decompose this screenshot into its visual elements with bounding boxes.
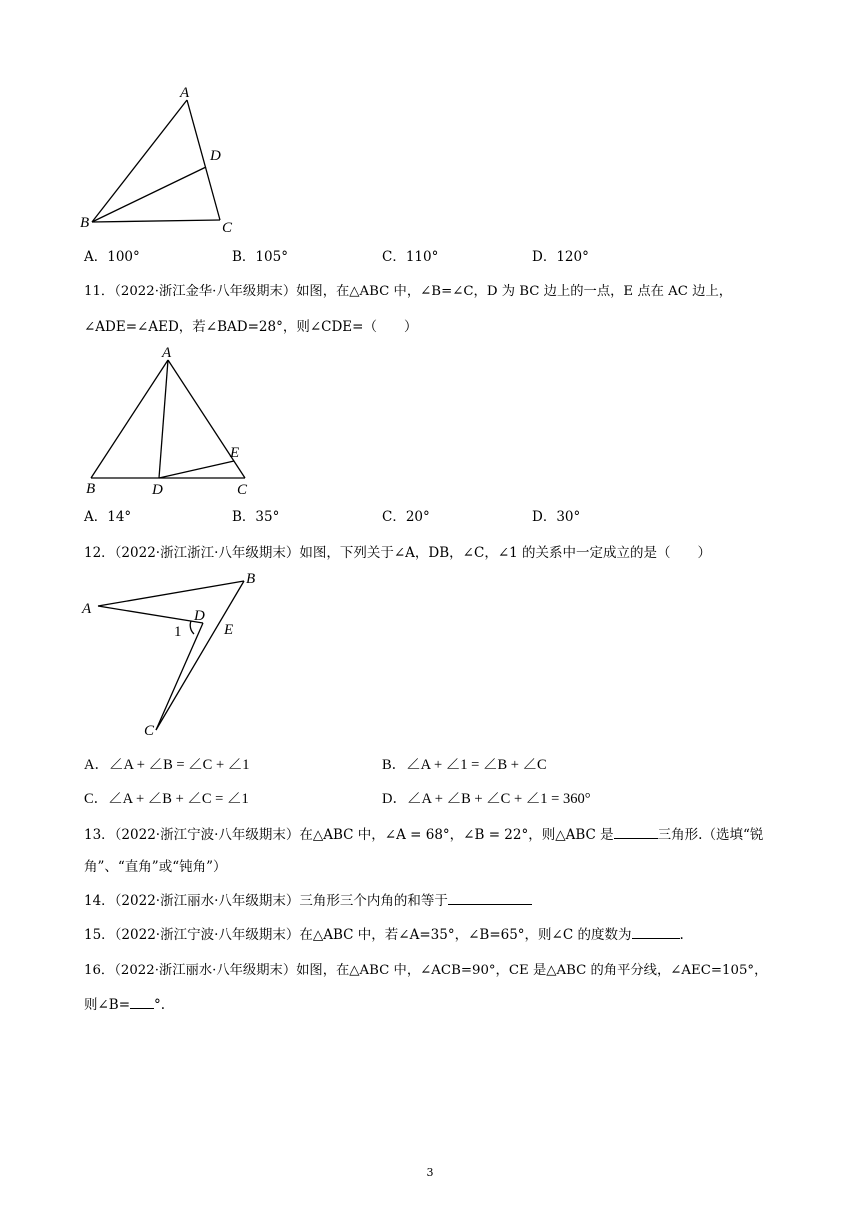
q11-label-e: E	[230, 445, 240, 461]
q16-stem-line1: 16．（2022·浙江丽水·八年级期末）如图，在△ABC 中，∠ACB=90°，CE 是△ABC 的角平分线，∠AEC=105°，	[84, 963, 768, 978]
q10-label-a: A	[180, 85, 190, 101]
q13-answer-blank	[614, 826, 658, 839]
q15-stem	[84, 926, 684, 944]
q12-label-c: C	[144, 723, 155, 739]
q12-option-d: D．∠A + ∠B + ∠C + ∠1 = 360°	[382, 791, 591, 807]
q15-text-a: 15．（2022·浙江宁波·八年级期末）在△ABC 中，若∠A=35°，∠B=65°，则∠C 的度数为	[84, 927, 632, 943]
q14-stem	[84, 892, 532, 910]
q12-label-d: D	[194, 608, 205, 624]
q10-option-a: A．100°	[84, 249, 140, 265]
q11-label-d: D	[152, 482, 163, 498]
q14-text: 14．（2022·浙江丽水·八年级期末）三角形三个内角的和等于	[84, 893, 448, 909]
q12-stem-line1: 12．（2022·浙江浙江·八年级期末）如图，下列关于∠A，DB，∠C，∠1 的关系中一定成立的是（ ）	[84, 545, 712, 561]
q16-stem-line2	[84, 996, 165, 1014]
q10-option-b: B．105°	[232, 249, 288, 265]
q16-text-b: °.	[154, 997, 166, 1013]
q11-option-d: D．30°	[532, 509, 581, 525]
q11-stem-line2: ∠ADE=∠AED，若∠BAD=28°，则∠CDE=（ ）	[84, 319, 418, 335]
q15-answer-blank	[632, 926, 680, 939]
q10-option-d: D．120°	[532, 249, 589, 265]
q11-label-c: C	[237, 482, 248, 498]
q11-figure	[78, 338, 278, 500]
q10-option-c: C．110°	[382, 249, 439, 265]
q12-option-b: B．∠A + ∠1 = ∠B + ∠C	[382, 757, 547, 773]
q13-text-b: 三角形.（选填“锐	[657, 827, 764, 843]
q13-stem-line1	[84, 826, 763, 844]
q11-option-c: C．20°	[382, 509, 430, 525]
q14-answer-blank	[448, 892, 532, 905]
q11-stem-line1: 11．（2022·浙江金华·八年级期末）如图，在△ABC 中，∠B=∠C，D 为 BC 边上的一点，E 点在 AC 边上，	[84, 284, 733, 299]
q12-option-a: A．∠A + ∠B = ∠C + ∠1	[84, 757, 250, 773]
q13-text-a: 13．（2022·浙江宁波·八年级期末）在△ABC 中，∠A = 68°，∠B = 22°，则△ABC 是	[84, 827, 614, 843]
q15-text-b: .	[679, 927, 684, 943]
q12-label-b: B	[246, 571, 256, 587]
q16-answer-blank	[130, 996, 154, 1009]
page-number: 3	[426, 1166, 434, 1179]
q12-label-e: E	[224, 622, 234, 638]
q12-figure	[78, 568, 278, 748]
q11-option-a: A．14°	[84, 509, 132, 525]
q10-label-b: B	[80, 215, 90, 231]
q10-figure	[70, 80, 270, 240]
q11-label-a: A	[162, 345, 172, 361]
q12-option-c: C．∠A + ∠B + ∠C = ∠1	[84, 791, 249, 807]
q11-option-b: B．35°	[232, 509, 280, 525]
q13-stem-line2: 角”、“直角”或“钝角”）	[84, 859, 227, 875]
q10-label-d: D	[210, 148, 221, 164]
q10-label-c: C	[222, 220, 233, 236]
q12-label-1: 1	[174, 624, 182, 640]
q11-label-b: B	[86, 481, 96, 497]
q16-text-a: 则∠B=	[84, 997, 131, 1013]
q12-label-a: A	[82, 601, 92, 617]
